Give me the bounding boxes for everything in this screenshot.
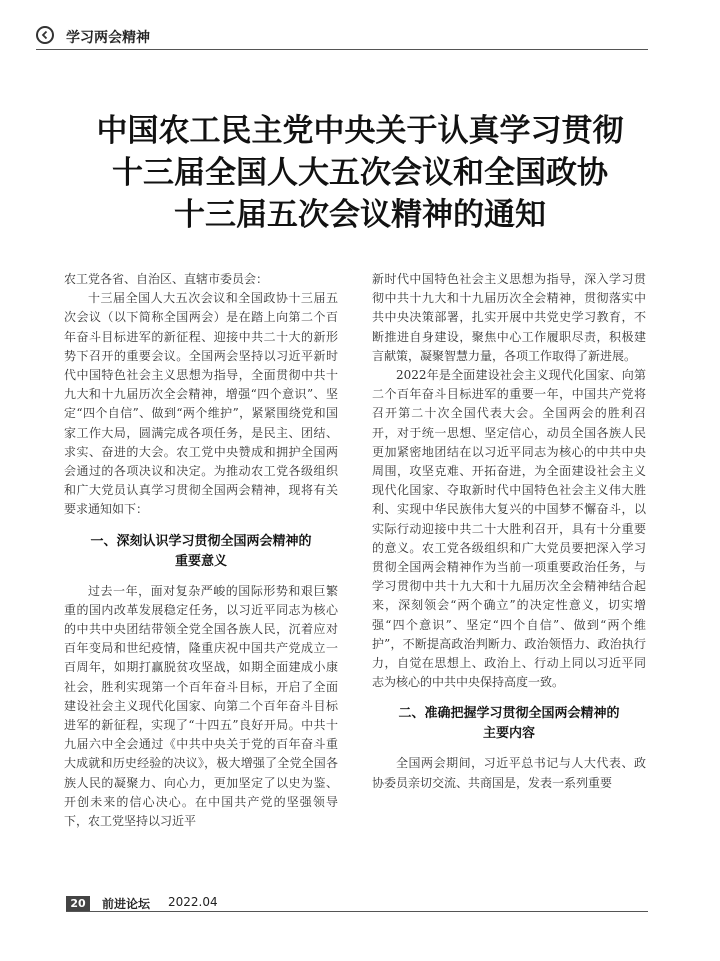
issue-date: 2022.04 [168, 895, 218, 909]
salutation: 农工党各省、自治区、直辖市委员会： [64, 272, 269, 286]
header-rule [36, 49, 648, 50]
section-label: 学习两会精神 [66, 30, 150, 46]
paragraph: 2022年是全面建设社会主义现代化国家、向第二个百年奋斗目标进军的重要一年，中国共产党将召开第二十次全国代表大会。全国两会的胜利召开，对于统一思想、坚定信心，动员全国各族人民更加紧密地团结在以习近平同志为核心的中共中央周围，攻坚克难、开拓奋进，为全面建设社会主义现代化国家、夺取新时代中国特色社会主义伟大胜利、实现中华民族伟大复兴的中国梦不懈奋斗，以实际行动迎接中共二十大胜利召开，具有十分重要的意义。农工党各级组织和广大党员要把深入学习贯彻全国两会精神作为当前一项重要政治任务，与学习贯彻中共十九大和十九届历次全会精神结合起来，深刻领会“两个确立”的决定性意义，切实增强“四个意识”、坚定“四个自信”、做到“两个维护”，不断提高政治判断力、政治领悟力、政治执行力，自觉在思想上、政治上、行动上同以习近平同志为核心的中共中央保持高度一致。 [372, 368, 646, 690]
title-line-3: 十三届五次会议精神的通知 [174, 197, 546, 233]
arrow-circle-icon [36, 26, 54, 44]
heading-line: 重要意义 [174, 553, 227, 569]
title-line-1: 中国农工民主党中央关于认真学习贯彻 [96, 113, 624, 149]
left-column [64, 270, 338, 831]
paragraph: 过去一年，面对复杂严峻的国际形势和艰巨繁重的国内改革发展稳定任务，以习近平同志为核心的中共中央团结带领全党全国各族人民，沉着应对百年变局和世纪疫情，隆重庆祝中国共产党成立一百周年，如期打赢脱贫攻坚战，如期全面建成小康社会，胜利实现第一个百年奋斗目标，开启了全面建设社会主义现代化国家、向第二个百年奋斗目标进军的新征程，实现了“十四五”良好开局。中共十九届六中全会通过《中共中央关于党的百年奋斗重大成就和历史经验的决议》，极大增强了全党全国各族人民的凝聚力、向心力，更加坚定了以史为鉴、开创未来的信心决心。在中国共产党的坚强领导下，农工党坚持以习近平 [64, 583, 338, 829]
title-line-2: 十三届全国人大五次会议和全国政协 [112, 155, 608, 191]
section-heading-1 [64, 532, 338, 572]
heading-line: 二、准确把握学习贯彻全国两会精神的 [398, 706, 620, 722]
page-footer [66, 893, 648, 915]
heading-line: 主要内容 [482, 726, 535, 742]
page-number: 20 [66, 896, 90, 911]
magazine-name: 前进论坛 [102, 897, 151, 911]
right-column [372, 270, 646, 793]
paragraph: 全国两会期间，习近平总书记与人大代表、政协委员亲切交流、共商国是，发表一系列重要 [372, 756, 646, 790]
paragraph: 新时代中国特色社会主义思想为指导，深入学习贯彻中共十九大和十九届历次全会精神，贯彻落实中共中央决策部署，扎实开展中共党史学习教育，不断推进自身建设，聚焦中心工作履职尽责，积极建言献策，凝聚智慧力量，各项工作取得了新进展。 [372, 272, 646, 363]
footer-rule [66, 911, 648, 912]
article-title [40, 110, 680, 236]
paragraph: 十三届全国人大五次会议和全国政协十三届五次会议（以下简称全国两会）是在踏上向第二个百年奋斗目标进军的新征程、迎接中共二十大的新形势下召开的重要会议。全国两会坚持以习近平新时代中国特色社会主义思想为指导，全面贯彻中共十九大和十九届历次全会精神，增强“四个意识”、坚定“四个自信”、做到“两个维护”，紧紧围绕党和国家工作大局，圆满完成各项任务，是民主、团结、求实、奋进的大会。农工党中央赞成和拥护全国两会通过的各项决议和决定。为推动农工党各级组织和广大党员认真学习贯彻全国两会精神，现将有关要求通知如下： [64, 291, 338, 517]
heading-line: 一、深刻认识学习贯彻全国两会精神的 [90, 533, 312, 549]
section-header [36, 24, 648, 50]
section-heading-2 [372, 704, 646, 744]
